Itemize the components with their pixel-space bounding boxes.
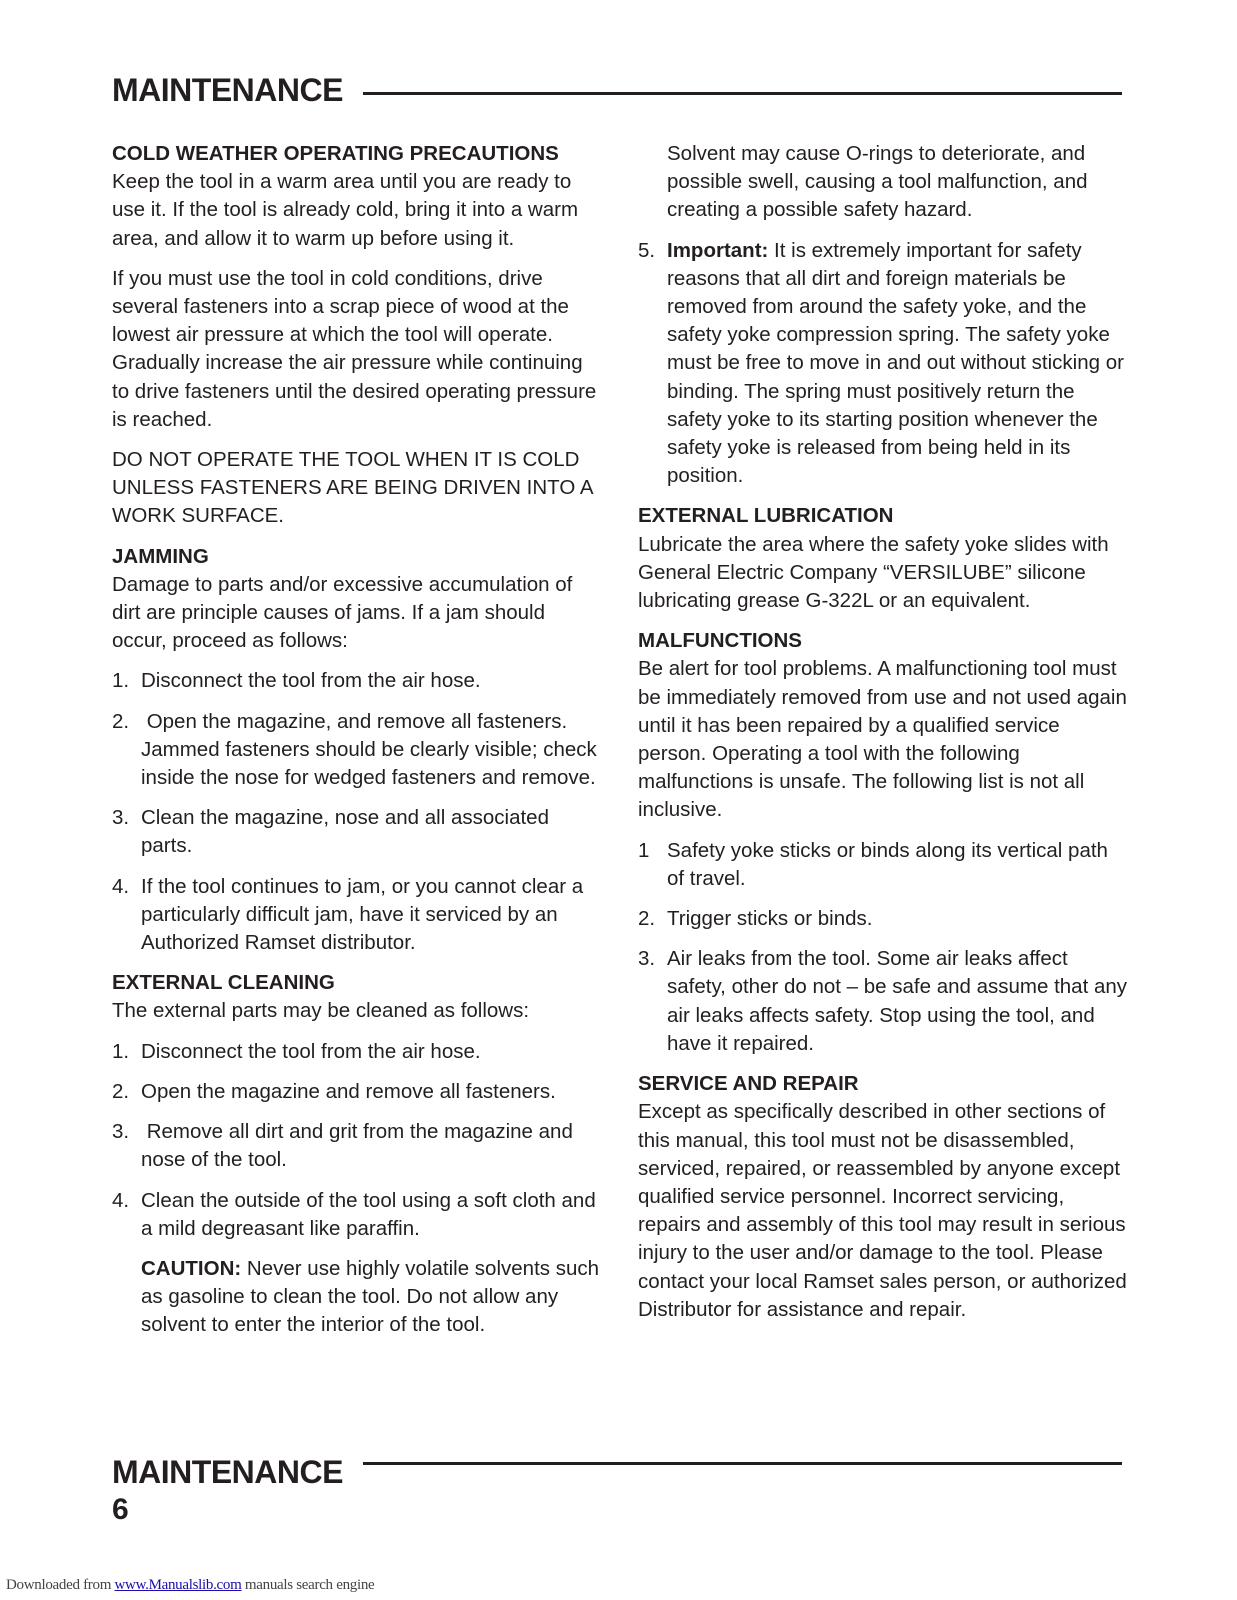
list-item-text: Trigger sticks or binds. (667, 907, 873, 931)
external-cleaning-list (112, 1038, 602, 1243)
list-item-number: 3. (112, 1120, 130, 1144)
list-item-number: 2. (112, 1079, 130, 1103)
malfunctions-heading: MALFUNCTIONS (638, 629, 802, 653)
list-item-number: 3. (112, 806, 130, 830)
list-item-text: Disconnect the tool from the air hose. (141, 1039, 481, 1063)
caution-text: Never use highly volatile solvents such as gasoline to clean the tool. Do not allow any solvent to enter the interior of the tool. (141, 1256, 605, 1337)
jamming-intro: Damage to parts and/or excessive accumulation of dirt are principle causes of jams. If a jam should occur, proceed as follows: (112, 572, 573, 653)
cleaning-list-continued (638, 237, 1128, 491)
right-column (638, 140, 1128, 1336)
cold-weather-heading: COLD WEATHER OPERATING PRECAUTIONS (112, 142, 559, 165)
list-item (112, 873, 602, 958)
list-item-text: Open the magazine, and remove all fasteners. Jammed fasteners should be clearly visible; check inside the nose for wedged fasteners and remove. (141, 709, 603, 790)
list-item-text: Air leaks from the tool. Some air leaks affect safety, other do not – be safe and assume that any air leaks affects safety. Stop using the tool, and have it repaired. (667, 947, 1128, 1055)
external-lubrication-heading: EXTERNAL LUBRICATION (638, 504, 894, 528)
jamming-heading: JAMMING (112, 544, 209, 568)
list-item-text: Clean the magazine, nose and all associated parts. (141, 806, 549, 858)
download-prefix: Downloaded from (6, 1577, 115, 1593)
manualslib-link[interactable]: www.Manualslib.com (114, 1577, 242, 1593)
list-item-number: 3. (638, 947, 656, 971)
list-item (112, 1118, 602, 1174)
footer-title: MAINTENANCE (112, 1454, 343, 1490)
caution-label: CAUTION: (141, 1256, 242, 1280)
page-number: 6 (112, 1493, 129, 1526)
list-item-text: Safety yoke sticks or binds along its vertical path of travel. (667, 838, 1108, 890)
important-label: Important: (667, 238, 769, 262)
list-item (638, 237, 1128, 491)
malfunctions-intro: Be alert for tool problems. A malfunctioning tool must be immediately removed from use and not used again until it has been repaired by a qualified service person. Operating a tool with the following malfunctions is unsafe. The following list is not all inclusive. (638, 657, 1127, 822)
caution-note (112, 1255, 605, 1340)
page-footer (112, 1452, 1122, 1528)
list-item-text: Clean the outside of the tool using a soft cloth and a mild degreasant like paraffin. (141, 1188, 596, 1240)
list-item-number: 2. (638, 907, 656, 931)
list-item (638, 945, 1128, 1058)
list-item (112, 1038, 602, 1066)
list-item-number: 4. (112, 1188, 130, 1212)
left-column (112, 140, 605, 1352)
footer-rule (363, 1462, 1122, 1465)
caution-continuation: Solvent may cause O-rings to deteriorate, and possible swell, causing a tool malfunction, and creating a possible safety hazard. (667, 142, 1088, 222)
list-item (112, 708, 602, 793)
malfunctions-list (638, 837, 1128, 1058)
header-rule (363, 92, 1122, 95)
list-item-text: Open the magazine and remove all fasteners. (141, 1079, 556, 1103)
list-item-text (667, 237, 1128, 491)
download-note (6, 1577, 374, 1594)
list-item-number: 1. (112, 1039, 130, 1063)
list-item-text: If the tool continues to jam, or you cannot clear a particularly difficult jam, have it serviced by an Authorized Ramset distributor. (141, 874, 584, 955)
jamming-list (112, 667, 602, 957)
list-item-number: 2. (112, 709, 130, 733)
list-item-number: 4. (112, 874, 130, 898)
list-item (638, 837, 1128, 893)
list-item-number: 1 (638, 838, 650, 862)
list-item-number: 5. (638, 238, 656, 262)
cold-weather-warning: DO NOT OPERATE THE TOOL WHEN IT IS COLD UNLESS FASTENERS ARE BEING DRIVEN INTO A WORK SURFACE. (112, 448, 593, 528)
page-title: MAINTENANCE (112, 72, 343, 108)
external-cleaning-heading: EXTERNAL CLEANING (112, 971, 335, 995)
service-repair-heading: SERVICE AND REPAIR (638, 1072, 859, 1096)
list-item (112, 1078, 602, 1106)
list-item-number: 1. (112, 669, 130, 693)
list-item-text: Remove all dirt and grit from the magazine and nose of the tool. (141, 1120, 579, 1172)
external-lubrication-text: Lubricate the area where the safety yoke slides with General Electric Company “VERSILUBE” silicone lubricating grease G-322L or an equivalent. (638, 532, 1109, 613)
cold-weather-paragraph-2: If you must use the tool in cold conditions, drive several fasteners into a scrap piece of wood at the lowest air pressure at which the tool will operate. Gradually increase the air pressure while continuing to drive fasteners until the desired operating pressure is reached. (112, 266, 597, 431)
list-item (112, 667, 602, 695)
download-suffix: manuals search engine (241, 1577, 375, 1593)
list-item (112, 1187, 602, 1243)
list-item (638, 905, 1128, 933)
cold-weather-paragraph-1: Keep the tool in a warm area until you are ready to use it. If the tool is already cold, bring it into a warm area, and allow it to warm up before using it. (112, 170, 579, 250)
page-header (112, 70, 1122, 110)
service-repair-text: Except as specifically described in other sections of this manual, this tool must not be disassembled, serviced, repaired, or reassembled by anyone except qualified service personnel. Incorrect servicing, repairs and assembly of this tool may result in serious injury to the user and/or damage to the tool. Please contact your local Ramset sales person, or authorized Distributor for assistance and repair. (638, 1100, 1127, 1321)
external-cleaning-intro: The external parts may be cleaned as follows: (112, 999, 530, 1023)
important-text: It is extremely important for safety reasons that all dirt and foreign materials be removed from around the safety yoke, and the safety yoke compression spring. The safety yoke must be free to move in and out without sticking or binding. The spring must positively return the safety yoke to its starting position whenever the safety yoke is released from being held in its position. (667, 238, 1130, 488)
list-item (112, 804, 602, 860)
list-item-text: Disconnect the tool from the air hose. (141, 669, 481, 693)
